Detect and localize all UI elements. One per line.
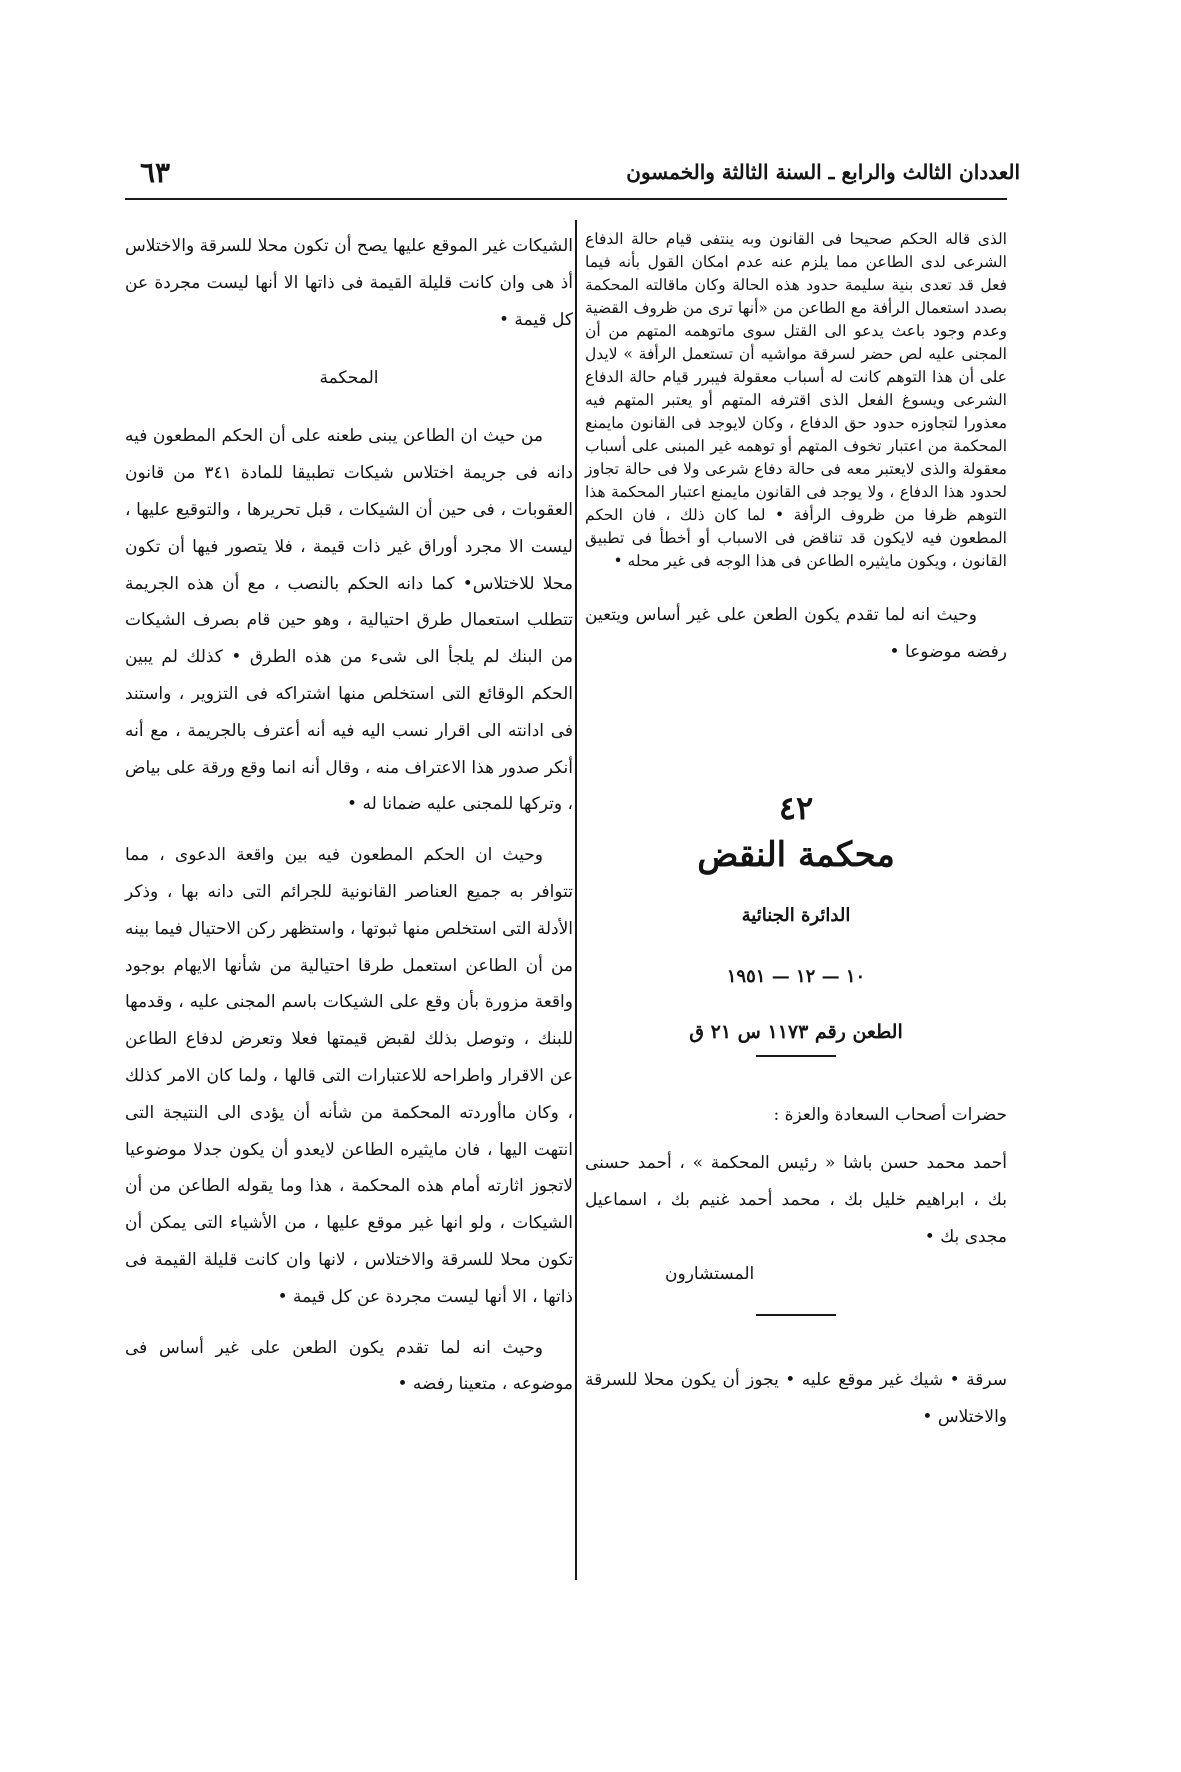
court-heading: المحكمة (319, 368, 379, 389)
continuation-text: الذى قاله الحكم صحيحا فى القانون وبه ينتفى قيام حالة الدفاع الشرعى لدى الطاعن مما يلزم عنه عدم امكان القول بأنه فيما فعل قد تعدى بنية سليمة حدود هذه الحالة وكان ماقالته المحكمة بصدد استعمال الرأفة مع الطاعن من «أنها ترى من ظروف القضية وعدم وجود باعث يدعو الى القتل سوى ماتوهمه المتهم من أن المجنى عليه لص حضر لسرقة مواشيه أن تستعمل الرأفة » لايدل على أن هذا التوهم كانت له أسباب معقولة فيبرر قيام حالة الدفاع الشرعى ويسوغ الفعل الذى اقترفه المتهم أو يعتبر المتهم فيه معذورا لتجاوزه حدود حق الدفاع ، وكان لايوجد فى القانون مايمنع المحكمة من اعتبار تخوف المتهم أو توهمه غير المبنى على أسباب معقولة والذى لايعتبر معه فى حالة دفاع شرعى ولا فى حالة تجاوز لحدود هذا الدفاع ، ولا يوجد فى القانون مايمنع اعتبار المحكمة هذا التوهم ظرفا من ظروف الرأفة • لما كان ذلك ، فان الحكم المطعون فيه لايكون قد تناقض فى الاسباب أو أخطأ فى تطبيق القانون ، ويكون مايثيره الطاعن فى هذا الوجه فى غير محله • (585, 230, 1007, 570)
header-rule (125, 198, 1007, 200)
judgment-date: ١٠ — ١٢ — ١٩٥١ (726, 965, 866, 987)
case-number: ٤٢ (778, 788, 814, 827)
appeal-number: الطعن رقم ١١٧٣ س ٢١ ق (689, 1020, 903, 1043)
conclusion-paragraph: وحيث انه لما تقدم يكون الطعن على غير أساس ويتعين رفضه موضوعا • (585, 605, 1007, 662)
paragraph-3: وحيث انه لما تقدم يكون الطعن على غير أساس فى موضوعه ، متعينا رفضه • (125, 1337, 573, 1395)
column-divider (575, 220, 577, 1580)
headnote-continuation: الشيكات غير الموقع عليها يصح أن تكون محلا للسرقة والاختلاس أذ هى وان كانت قليلة القيمة فى ذاتها الا أنها ليست مجردة عن كل قيمة • (125, 236, 573, 330)
running-title: العددان الثالث والرابع ـ السنة الثالثة والخمسون (626, 160, 1020, 184)
panel-label: المستشارون (665, 1263, 755, 1284)
panel-underline (756, 1314, 836, 1316)
right-column (585, 228, 1007, 1435)
paragraph-1: من حيث ان الطاعن يبنى طعنه على أن الحكم المطعون فيه دانه فى جريمة اختلاس شيكات تطبيقا للمادة ٣٤١ من قانون العقوبات ، فى حين أن الشيكات ، قبل تحريرها ، والتوقيع عليها ، ليست الا مجرد أوراق غير ذات قيمة ، فلا يتصور فيها أن تكون محلا للاختلاس• كما دانه الحكم بالنصب ، مع أن هذه الجريمة تتطلب استعمال طرق احتيالية ، وهو حين قام بصرف الشيكات من البنك لم يلجأ الى شىء من هذه الطرق • كذلك لم يبين الحكم الوقائع التى استخلص منها اشتراكه فى التزوير ، واستند فى ادانته الى اقرار نسب اليه فيه أنه أعترف بالجريمة ، مع أنه أنكر صدور هذا الاعتراف منه ، وقال أنه انما وقع ورقة على بياض ، وتركها للمجنى عليه ضمانا له • (125, 426, 573, 815)
headnote: سرقة • شيك غير موقع عليه • يجوز أن يكون محلا للسرقة والاختلاس • (585, 1369, 1007, 1427)
circuit-name: الدائرة الجنائية (741, 904, 851, 926)
page-header (140, 156, 1020, 196)
appeal-underline (756, 1055, 836, 1057)
left-column (125, 228, 573, 1403)
panel-intro: حضرات أصحاب السعادة والعزة : (773, 1104, 1007, 1125)
page-number: ٦٣ (140, 156, 171, 189)
court-name: محكمة النقض (697, 834, 895, 875)
paragraph-2: وحيث ان الحكم المطعون فيه بين واقعة الدعوى ، مما تتوافر به جميع العناصر القانونية للجرائم التى دانه بها ، وذكر الأدلة التى استخلص منها ثبوتها ، واستظهر ركن الاحتيال فيما بينه من أن الطاعن استعمل طرقا احتيالية من شأنها الايهام بوجود واقعة مزورة بأن وقع على الشيكات باسم المجنى عليه ، وقدمها للبنك ، وتوصل بذلك لقبض قيمتها فعلا وتعرض لدفاع الطاعن عن الاقرار واطراحه للاعتبارات التى قالها ، ولما كان الامر كذلك ، وكان ماأوردته المحكمة من شأنه أن يؤدى الى النتيجة التى انتهت اليها ، فان مايثيره الطاعن لايعدو أن يكون جدلا موضوعيا لاتجوز اثارته أمام هذه المحكمة ، هذا وما يقوله الطاعن من أن الشيكات ، ولو انها غير موقع عليها ، من الأشياء التى يمكن أن تكون محلا للسرقة والاختلاس ، لانها وان كانت قليلة القيمة فى ذاتها ، الا أنها ليست مجردة عن كل قيمة • (125, 845, 573, 1307)
panel-members: أحمد محمد حسن باشا « رئيس المحكمة » ، أحمد حسنى بك ، ابراهيم خليل بك ، محمد أحمد غنيم بك ، اسماعيل مجدى بك • (585, 1153, 1007, 1247)
